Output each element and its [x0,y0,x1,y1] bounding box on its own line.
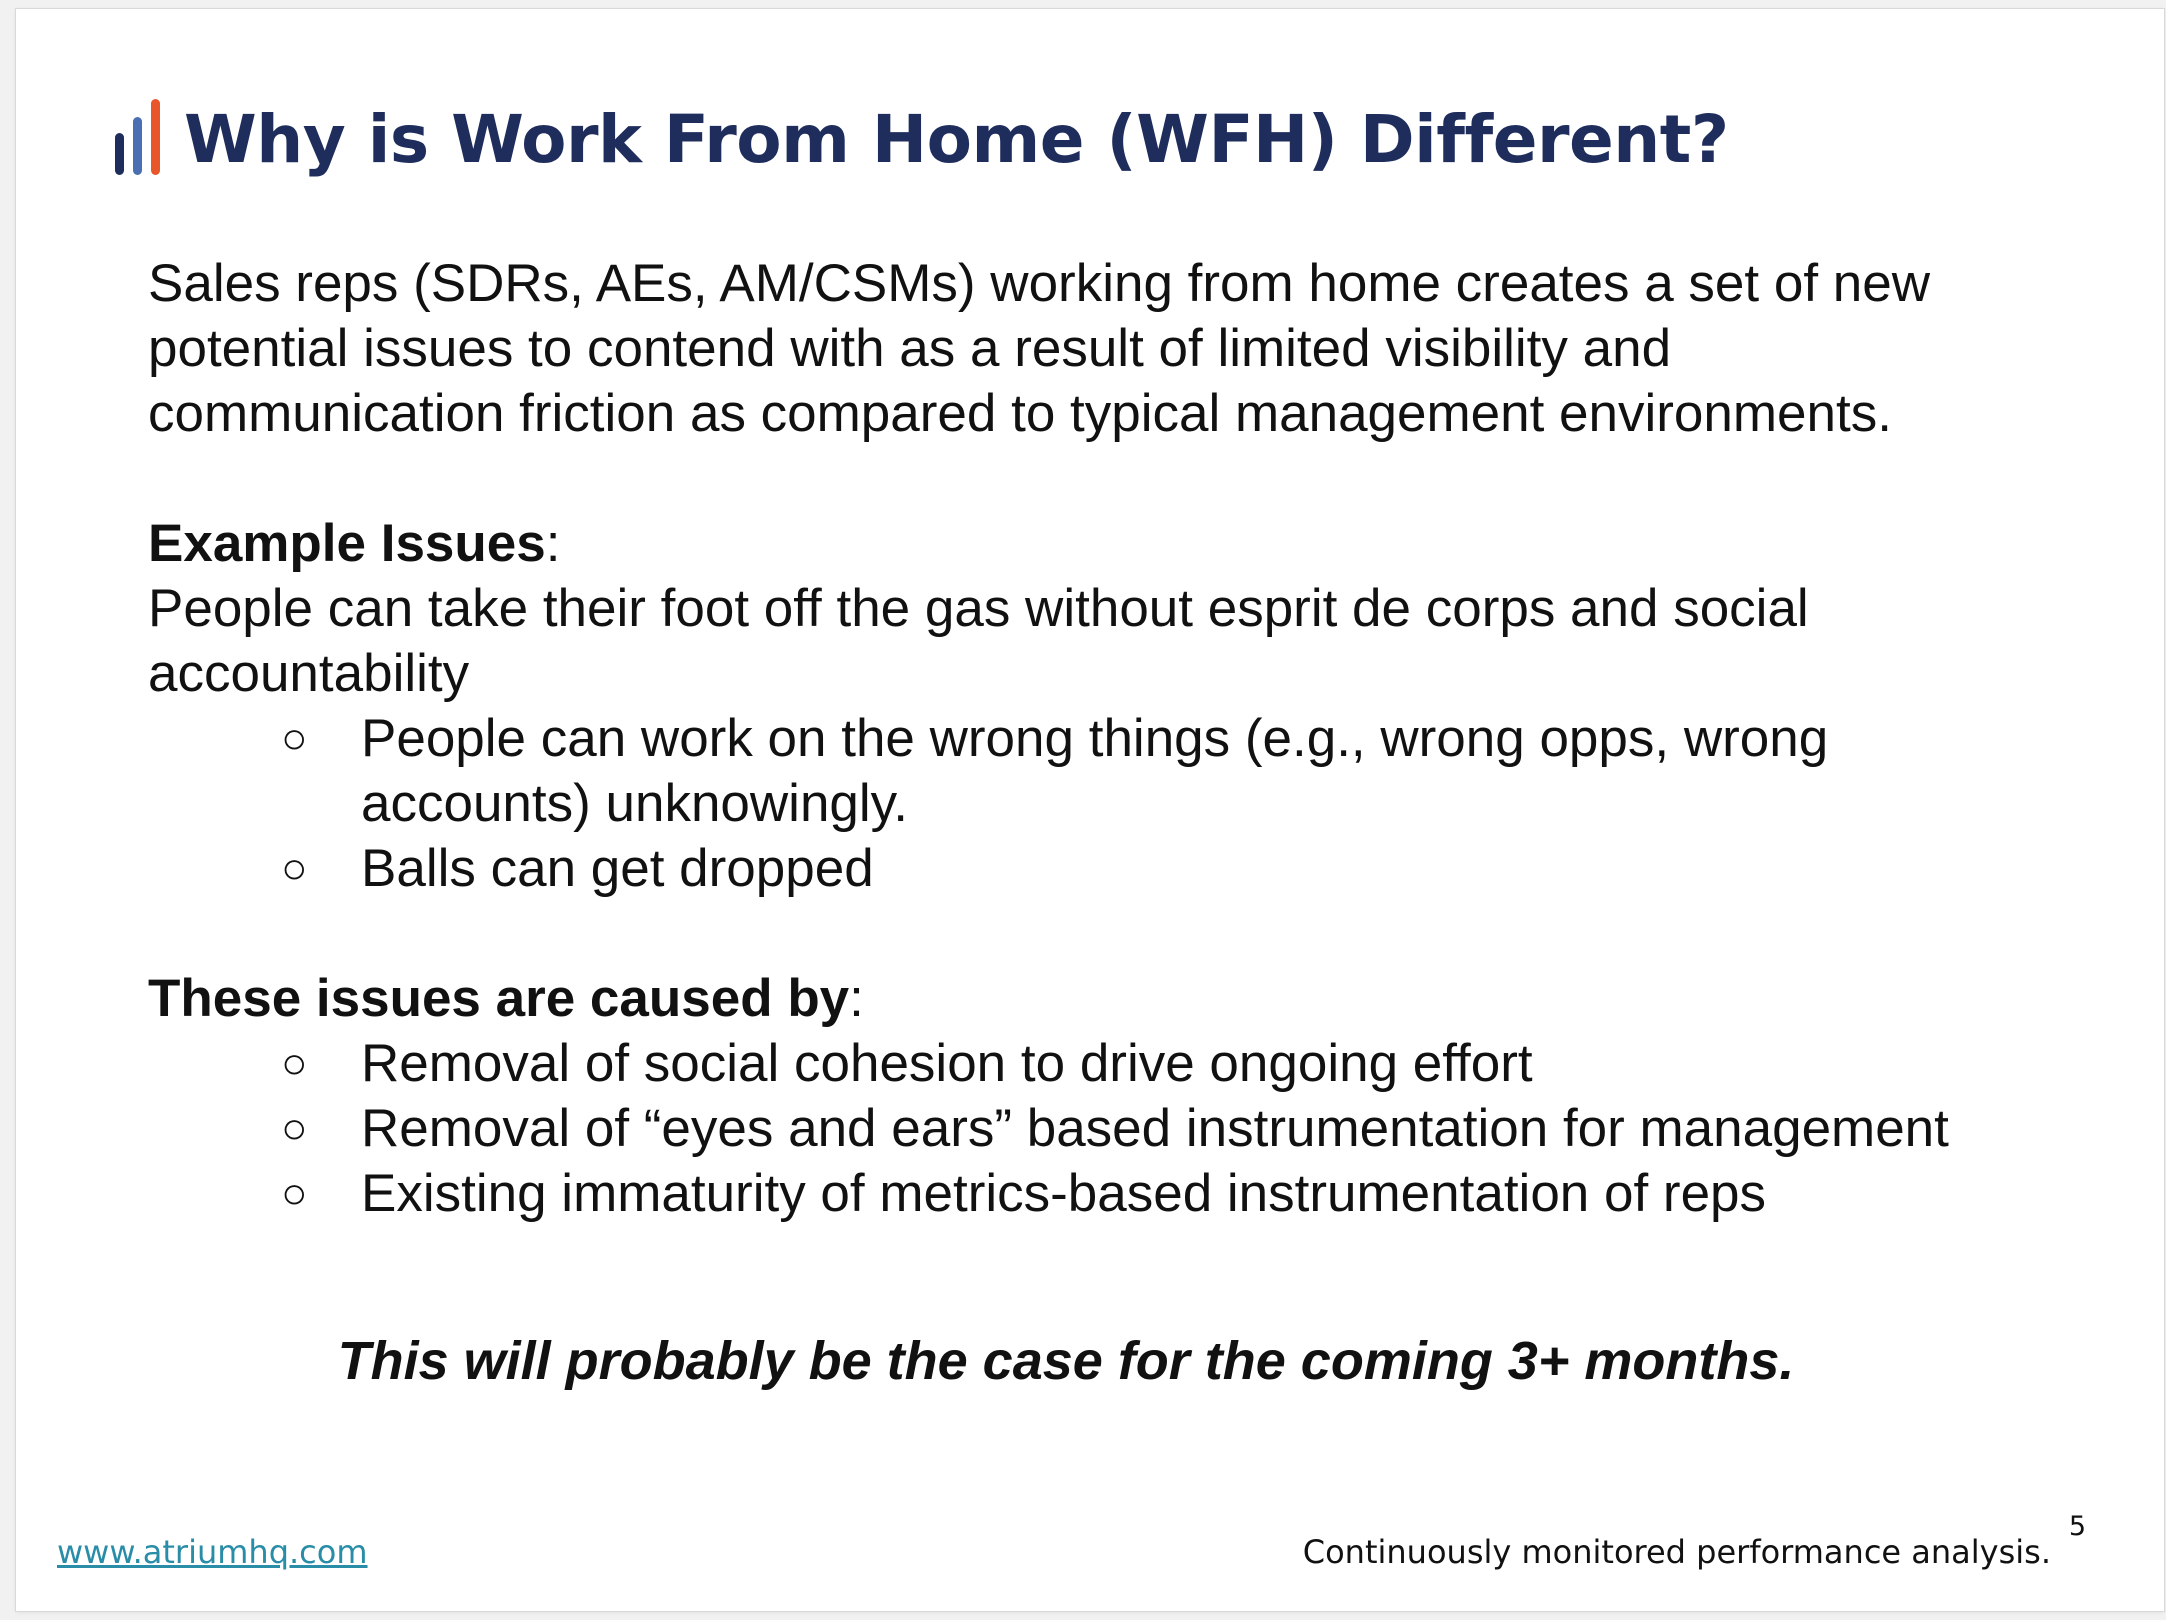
list-item-text: Removal of “eyes and ears” based instrumentation for management [361,1099,1949,1158]
spacer [148,901,2028,966]
causes-heading [148,966,2028,1031]
example-issues-lead: People can take their foot off the gas without esprit de corps and social accountability [148,579,1809,703]
hollow-bullet-icon: ○ [281,714,308,763]
hollow-bullet-icon: ○ [281,1104,308,1153]
list-item [148,706,2028,836]
list-item-text: Existing immaturity of metrics-based instrumentation of reps [361,1164,1767,1223]
slide-body [148,251,2028,1226]
list-item-text: Removal of social cohesion to drive ongoing effort [361,1034,1533,1093]
heading-colon: : [545,514,561,573]
list-item [148,1096,2028,1161]
intro-paragraph: Sales reps (SDRs, AEs, AM/CSMs) working from home creates a set of new potential issues to contend with as a result of limited visibility and communication friction as compared to typical management environments. [148,254,1930,443]
causes-heading-label: These issues are caused by [148,969,850,1028]
list-item [148,836,2028,901]
list-item-text: People can work on the wrong things (e.g., wrong opps, wrong accounts) unknowingly. [361,709,1829,833]
slide [16,9,2164,1611]
footer-tagline: Continuously monitored performance analysis. [1302,1533,2051,1571]
example-issues-heading [148,511,2028,576]
spacer [148,446,2028,511]
heading-colon: : [849,969,864,1028]
list-item-text: Balls can get dropped [361,839,874,898]
list-item [148,1161,2028,1226]
slide-title: Why is Work From Home (WFH) Different? [184,101,1729,178]
example-issues-heading-label: Example Issues [148,514,546,573]
hollow-bullet-icon: ○ [281,1039,308,1088]
list-item [148,1031,2028,1096]
hollow-bullet-icon: ○ [281,1169,308,1218]
bar-chart-logo-icon [113,97,169,177]
example-issues-list [148,706,2028,901]
hollow-bullet-icon: ○ [281,844,308,893]
website-link[interactable]: www.atriumhq.com [57,1533,368,1571]
page-number: 5 [2068,1511,2086,1542]
causes-list [148,1031,2028,1226]
emphasis-statement: This will probably be the case for the coming 3+ months. [337,1331,1795,1391]
